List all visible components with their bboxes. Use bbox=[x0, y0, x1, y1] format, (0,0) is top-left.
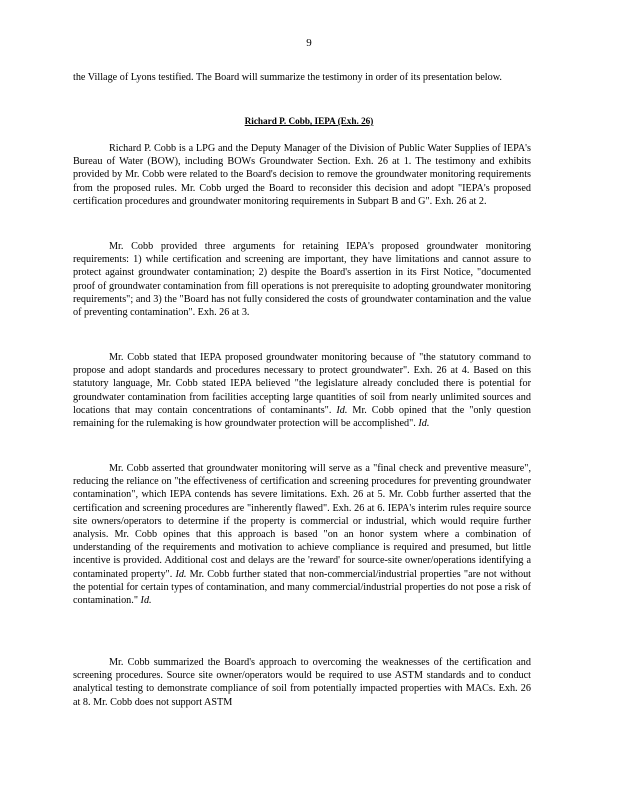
citation-id: Id. bbox=[336, 404, 348, 416]
paragraph-4 bbox=[73, 462, 531, 607]
paragraph-3 bbox=[73, 351, 531, 430]
section-heading: Richard P. Cobb, IEPA (Exh. 26) bbox=[244, 116, 374, 126]
paragraph-3-mid: Mr. Cobb opined that the "only question remaining for the rulemaking is how groundwater protection will be accomplished". bbox=[73, 404, 532, 430]
paragraph-4-end: Mr. Cobb further stated that non-commercial/industrial properties "are not without the potential for certain types of contamination, and many commercial/industrial properties do not pose a risk of contamination." bbox=[73, 568, 531, 607]
citation-id: Id. bbox=[140, 595, 152, 607]
paragraph-1: Richard P. Cobb is a LPG and the Deputy Manager of the Division of Public Water Supplies of IEPA's Bureau of Water (BOW), including BOWs Groundwater Section. Exh. 26 at 1. The testimony and exhibits provided by Mr. Cobb were related to the Board's decision to remove the groundwater monitoring requirements from the proposed rules. Mr. Cobb urged the Board to reconsider this decision and adopt "IEPA's proposed certification procedures and groundwater monitoring requirements in Subpart B and G". Exh. 26 at 2. bbox=[73, 143, 531, 207]
intro-paragraph: the Village of Lyons testified. The Board will summarize the testimony in order of its presentation below. bbox=[73, 72, 502, 83]
paragraph-2: Mr. Cobb provided three arguments for retaining IEPA's proposed groundwater monitoring requirements: 1) while certification and screening are important, they have limitations and cannot assure to protect against groundwater contamination; 2) despite the Board's assertion in its First Notice, "documented proof of groundwater contamination from fill operations is not prerequisite to adopting groundwater monitoring requirements"; and 3) the "Board has not fully considered the costs of groundwater contamination and the value of preventing contamination". Exh. 26 at 3. bbox=[73, 241, 531, 319]
paragraph-5: Mr. Cobb summarized the Board's approach to overcoming the weaknesses of the certification and screening procedures. Source site owner/operators would be required to use ASTM standards and to conduct analytical testing to demonstrate compliance of soil from potentially impacted properties with MACs. Exh. 26 at 8. Mr. Cobb does not support ASTM bbox=[73, 657, 531, 708]
citation-id: Id. bbox=[175, 568, 187, 580]
paragraph-3-main: Mr. Cobb stated that IEPA proposed groundwater monitoring because of "the statutory command to propose and adopt standards and procedures necessary to protect groundwater". Exh. 26 at 4. Based on this statutory language, Mr. Cobb stated IEPA believed "the legislature already concluded there is potential for groundwater contamination from facilities accepting large quantities of soil from nearly unlimited sources and locations that may contain concentrations of contaminants". bbox=[73, 352, 531, 416]
page-number: 9 bbox=[306, 37, 312, 49]
citation-id: Id. bbox=[418, 418, 430, 430]
paragraph-4-main: Mr. Cobb asserted that groundwater monitoring will serve as a "final check and preventive measure", reducing the reliance on "the effectiveness of certification and screening procedures for preventing groundwater contamination", which IEPA contends has severe limitations. Exh. 26 at 5. Mr. Cobb further asserted that the certification and screening procedures are "inherently flawed". Exh. 26 at 6. IEPA's interim rules require source site owners/operators to determine if the property is commercial or industrial, which would require further analysis. Mr. Cobb opines that this approach is based "on an honor system where a combination of understanding of the requirements and motivation to achieve compliance is required and presumed, but little incentive is provided. Additional cost and delays are the 'reward' for source-site owner/operations identifying a contaminated property". bbox=[73, 463, 531, 580]
